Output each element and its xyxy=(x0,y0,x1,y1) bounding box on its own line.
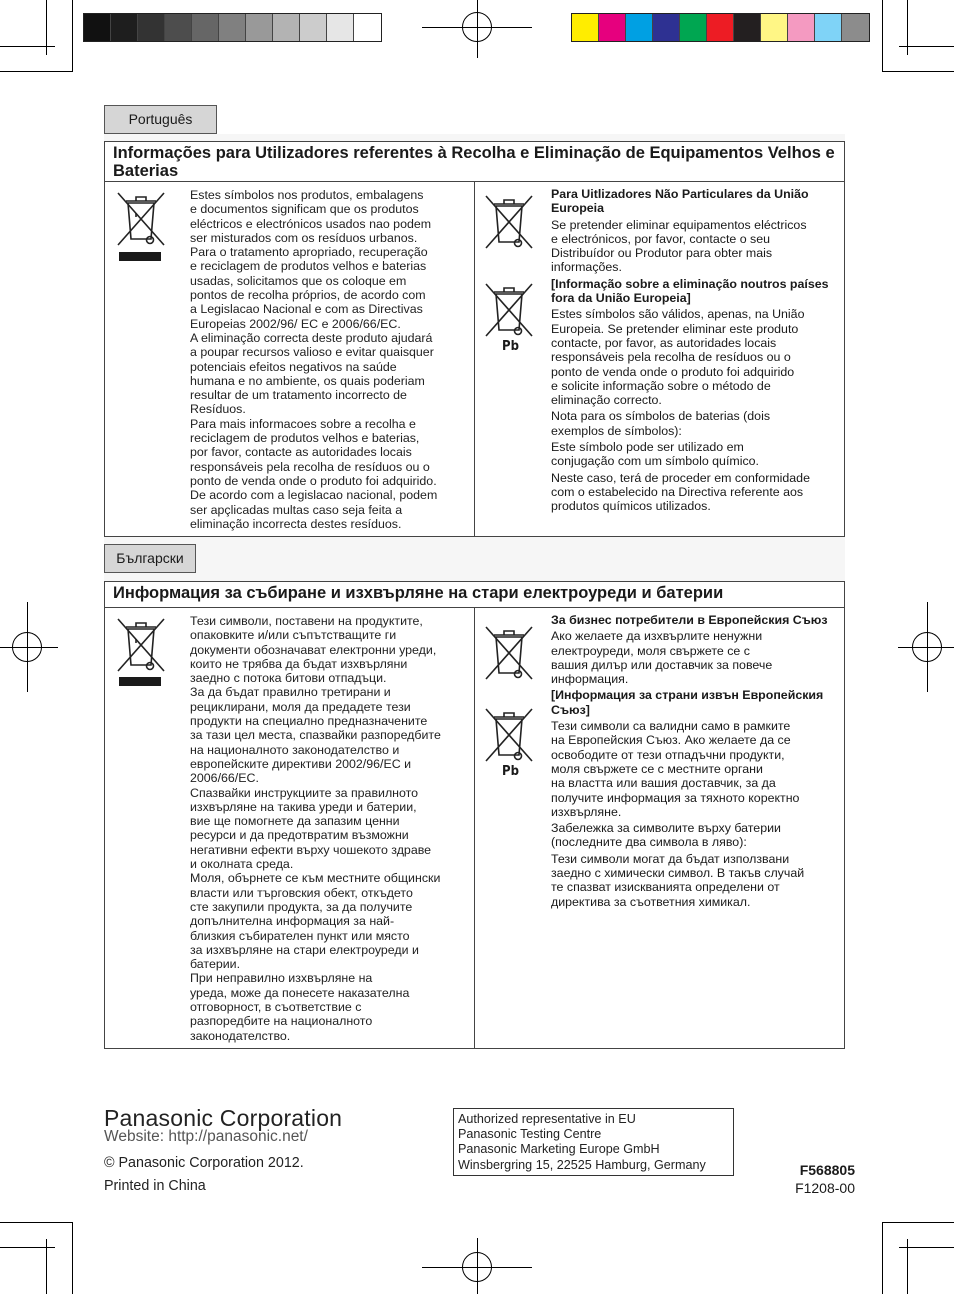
right-text xyxy=(551,613,841,911)
crop-mark xyxy=(46,0,47,55)
printed-in-text: Printed in China xyxy=(104,1178,206,1194)
gray-swatch xyxy=(300,14,327,41)
process-color-swatch xyxy=(788,14,815,41)
process-color-swatch xyxy=(761,14,788,41)
crop-mark xyxy=(0,1222,72,1223)
rep-line: Panasonic Testing Centre xyxy=(458,1127,602,1142)
gray-swatch xyxy=(192,14,219,41)
gray-swatch xyxy=(165,14,192,41)
right-column xyxy=(475,182,844,536)
section-title: Информация за събиране и изхвърляне на стари електроуреди и батерии xyxy=(105,582,844,608)
crossed-wheelie-bin-icon xyxy=(484,707,534,763)
website-text: Website: http://panasonic.net/ xyxy=(104,1128,308,1145)
section-title: Informações para Utilizadores referentes à Recolha e Eliminação de Equipamentos Velhos e Baterias xyxy=(105,142,844,182)
gray-swatch xyxy=(84,14,111,41)
black-bar-icon xyxy=(119,252,161,261)
right-text xyxy=(551,187,841,516)
process-color-swatch xyxy=(653,14,680,41)
language-tab-bulgarian: Български xyxy=(104,544,196,573)
paragraph-text: Este símbolo pode ser utilizado em conjugação com um símbolo químico. xyxy=(551,440,759,469)
rep-line: Panasonic Marketing Europe GmbH xyxy=(458,1142,660,1157)
gray-swatch xyxy=(111,14,138,41)
crossed-wheelie-bin-icon xyxy=(116,191,166,247)
paragraph-text: Nota para os símbolos de baterias (dois exemplos de símbolos): xyxy=(551,409,771,438)
gray-swatch xyxy=(138,14,165,41)
crop-mark xyxy=(72,0,73,72)
section-background xyxy=(104,134,845,141)
process-color-swatch xyxy=(680,14,707,41)
brand-name: Panasonic Corporation xyxy=(104,1105,343,1131)
document-code: F568805 xyxy=(799,1162,855,1178)
black-bar-icon xyxy=(119,677,161,686)
gray-swatch xyxy=(246,14,273,41)
authorized-representative-box xyxy=(453,1108,734,1176)
section-bulgarian xyxy=(104,581,845,1049)
paragraph-text: Тези символи, поставени на продуктите, опаковките и/или съпътстващите ги документи обозначават електронни уреди, които не трябва да бъдат изхвърляни заедно с потока битови отпадъци. За да бъдат правилно третирани и рециклирани, моля да предадете тези продукти на специално предназначените за тази цел места, спазвайки разпоредбите на националното законодателство и европейските директиви 2002/96/EC и 2006/66/EC. Спазвайки инструкциите за правилното изхвърляне на такива уреди и батерии, вие ще помогнете да запазим ценни ресурси и да предотвратим възможни негативни ефекти върху чошекото здраве и околната среда. Моля, обърнете се към местните общински власти или търговския обект, откъдето сте закупили продукта, за да получите допълнителна информация за най- близкия събирателен пункт или място за изхвърляне на стари електроуреди и батерии. При неправилно изхвърляне на уреда, може да понесете наказателна отговорност, в съответствие с разпоредбите на националното законодателство. xyxy=(190,614,441,1043)
crop-mark xyxy=(46,1239,47,1294)
crop-mark xyxy=(882,0,883,72)
pb-chemical-symbol: Pb xyxy=(502,339,519,354)
paragraph-text: Se pretender eliminar equipamentos eléctricos e electrónicos, por favor, contacte o seu Distribuídor ou Produtor para obter mais informações. xyxy=(551,217,807,275)
crop-mark xyxy=(907,1239,908,1294)
process-color-swatch xyxy=(572,14,599,41)
crossed-wheelie-bin-icon xyxy=(484,625,534,681)
paragraph-text: Тези символи са валидни само в рамките на Европейския Съюз. Ако желаете да се освободите от тези отпадъчни продукти, моля свържете се с местните органи на властта или вашия доставчик, за да получите информация за тяхното коректно изхвърляне. xyxy=(551,719,800,819)
print-code: F1208-00 xyxy=(795,1180,855,1196)
rep-line: Winsbergring 15, 22525 Hamburg, Germany xyxy=(458,1157,706,1172)
process-color-swatch xyxy=(842,14,869,41)
subheading: За бизнес потребители в Европейския Съюз xyxy=(551,613,828,627)
section-portuguese xyxy=(104,141,845,537)
process-color-swatch xyxy=(626,14,653,41)
paragraph-text: Neste caso, terá de proceder em conformidade com o estabelecido na Directiva referente aos produtos químicos utilizados. xyxy=(551,470,810,514)
gray-swatch xyxy=(273,14,300,41)
paragraph-text: Estes símbolos nos produtos, embalagens e documentos significam que os produtos eléctricos e electrónicos usados nao podem ser misturados com os resíduos urbanos. Para o tratamento apropriado, recuperação e reciclagem de produtos velhos e baterias usadas, solicitamos que os coloque em pontos de recolha próprios, de acordo com a Legislacao Nacional e com as Directivas Europeias 2002/96/ EC e 2006/66/EC. A eliminação correcta deste produto ajudará a poupar recursos valioso e evitar quaisquer potenciais efeitos negativos na saúde humana e no ambiente, os quais poderiam resultar de um tratamento incorrecto de Resíduos. Para mais informacoes sobre a recolha e reciclagem de produtos velhos e baterias, por favor, contacte as autoridades locais responsáveis pela recolha de resíduos ou o ponto de venda onde o produto foi adquirido. De acordo com a legislacao nacional, podem ser apçlicadas multas caso seja feita a eliminação incorrecta destes resíduos. xyxy=(190,188,438,531)
subheading: [Информация за страни извън Европейския Съюз] xyxy=(551,688,824,717)
paragraph-text: Ако желаете да изхвърлите ненужни електроуреди, моля свържете се с вашия дилър или доставчик за повече информация. xyxy=(551,629,773,687)
process-color-bar xyxy=(571,13,870,42)
grayscale-color-bar xyxy=(83,13,382,42)
crop-mark xyxy=(882,1222,954,1223)
subheading: Para Uitlizadores Não Particulares da União Europeia xyxy=(551,187,809,216)
gray-swatch xyxy=(219,14,246,41)
paragraph-text: Забележка за символите върху батерии (последните два символа в ляво): xyxy=(551,821,781,850)
gray-swatch xyxy=(327,14,354,41)
right-column xyxy=(475,608,844,1048)
process-color-swatch xyxy=(815,14,842,41)
gray-swatch xyxy=(354,14,381,41)
process-color-swatch xyxy=(599,14,626,41)
rep-line: Authorized representative in EU xyxy=(458,1112,636,1126)
crop-mark xyxy=(882,71,954,72)
paragraph-text: Тези символи могат да бъдат използвани заедно с химически символ. В такъв случай те спазват изискванията определени от директива за съответния химикал. xyxy=(551,851,805,909)
process-color-swatch xyxy=(707,14,734,41)
crop-mark xyxy=(907,0,908,55)
language-tab-portuguese: Português xyxy=(104,105,217,134)
subheading: [Informação sobre a eliminação noutros países fora da União Europeia] xyxy=(551,276,829,306)
crossed-wheelie-bin-icon xyxy=(116,617,166,673)
section-background xyxy=(104,537,845,581)
pb-chemical-symbol: Pb xyxy=(502,764,519,779)
crossed-wheelie-bin-icon xyxy=(484,282,534,338)
copyright-text: © Panasonic Corporation 2012. xyxy=(104,1155,304,1171)
left-column xyxy=(105,608,475,1048)
crossed-wheelie-bin-icon xyxy=(484,194,534,250)
crop-mark xyxy=(72,1222,73,1294)
process-color-swatch xyxy=(734,14,761,41)
left-column xyxy=(105,182,475,536)
crop-mark xyxy=(0,71,72,72)
crop-mark xyxy=(882,1222,883,1294)
paragraph-text: Estes símbolos são válidos, apenas, na União Europeia. Se pretender eliminar este produto contacte, por favor, as autoridades locais responsáveis pela recolha de resíduos ou o ponto de venda onde o produto foi adquirido e solicite informação sobre o método de eliminação correcto. xyxy=(551,307,805,408)
